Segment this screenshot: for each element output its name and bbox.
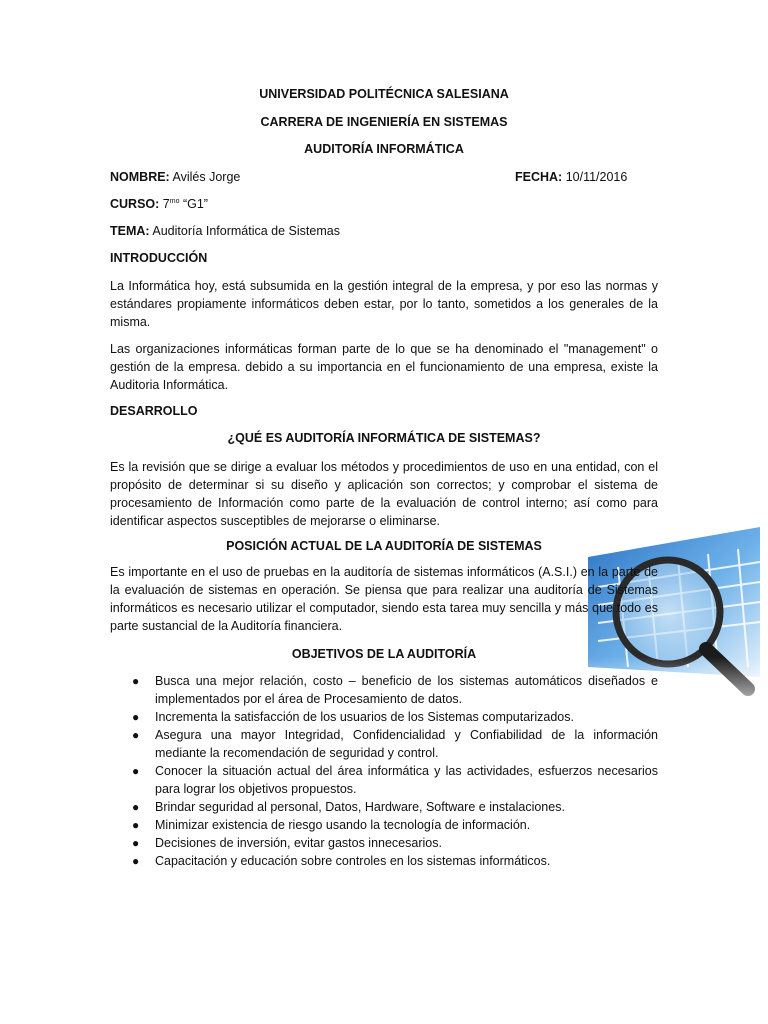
- bullet-icon: ●: [132, 764, 140, 778]
- fecha-value: 10/11/2016: [565, 170, 628, 184]
- list-item-text: Asegura una mayor Integridad, Confidencialidad y Confiabilidad de la información mediante la recomendación de seguridad y control.: [155, 728, 658, 760]
- nombre-line: [110, 170, 240, 184]
- bullet-icon: ●: [132, 800, 140, 814]
- bullet-icon: ●: [132, 728, 140, 742]
- list-item-text: Minimizar existencia de riesgo usando la tecnología de información.: [155, 818, 531, 832]
- list-item: [110, 762, 658, 798]
- list-item-text: Conocer la situación actual del área informática y las actividades, esfuerzos necesarios para lograr los objetivos propuestos.: [155, 764, 658, 796]
- subject-title: AUDITORÍA INFORMÁTICA: [304, 142, 464, 156]
- intro-paragraph-2: Las organizaciones informáticas forman parte de lo que se ha denominado el "management" o gestión de la empresa. debido a su importancia en el funcionamiento de una empresa, existe la Auditoria Informática.: [110, 342, 658, 392]
- objetivos-heading: OBJETIVOS DE LA AUDITORÍA: [291, 647, 477, 661]
- bullet-icon: ●: [132, 710, 140, 724]
- bullet-icon: ●: [132, 836, 140, 850]
- que-es-paragraph: Es la revisión que se dirige a evaluar los métodos y procedimientos de uso en una entidad, con el propósito de determinar si su diseño y aplicación son correctos; y comprobar el sistema de procesamiento de Información como parte de la evaluación de control interno; así como para identificar aspectos susceptibles de mejorarse o eliminarse.: [110, 460, 658, 528]
- que-es-heading: ¿QUÉ ES AUDITORÍA INFORMÁTICA DE SISTEMAS?: [227, 431, 541, 445]
- curso-group: “G1”: [182, 197, 208, 211]
- curso-superscript: mo: [169, 197, 180, 205]
- bullet-icon: ●: [132, 674, 140, 688]
- bullet-icon: ●: [132, 854, 140, 868]
- list-item-text: Decisiones de inversión, evitar gastos innecesarios.: [155, 836, 442, 850]
- intro-heading: INTRODUCCIÓN: [110, 251, 208, 265]
- list-item: [110, 798, 658, 816]
- list-item-text: Busca una mejor relación, costo – beneficio de los sistemas automáticos diseñados e implementados por el área de Procesamiento de datos.: [155, 674, 658, 706]
- career-title: CARRERA DE INGENIERÍA EN SISTEMAS: [260, 115, 508, 129]
- bullet-icon: ●: [132, 818, 140, 832]
- nombre-value: Avilés Jorge: [172, 170, 241, 184]
- list-item-text: Brindar seguridad al personal, Datos, Hardware, Software e instalaciones.: [155, 800, 565, 814]
- curso-number: 7: [162, 197, 170, 211]
- intro-paragraph-1: La Informática hoy, está subsumida en la gestión integral de la empresa, y por eso las normas y estándares propiamente informáticos deben estar, por lo tanto, sometidos a los generales de la misma.: [110, 279, 658, 329]
- list-item-text: Capacitación y educación sobre controles en los sistemas informáticos.: [155, 854, 551, 868]
- list-item: [110, 726, 658, 762]
- desarrollo-heading: DESARROLLO: [110, 404, 198, 418]
- list-item: [110, 852, 658, 870]
- fecha-label: FECHA:: [515, 170, 563, 184]
- tema-value: Auditoría Informática de Sistemas: [152, 224, 340, 238]
- tema-line: [110, 224, 340, 238]
- posicion-heading: POSICIÓN ACTUAL DE LA AUDITORÍA DE SISTEMAS: [226, 539, 542, 553]
- curso-label: CURSO:: [110, 197, 160, 211]
- objetivos-list: [110, 672, 658, 870]
- posicion-paragraph: Es importante en el uso de pruebas en la auditoría de sistemas informáticos (A.S.I.) en la parte de la evaluación de sistemas en operación. Se piensa que para realizar una auditoría de Sistemas informáticos es necesario utilizar el computador, siendo esta tarea muy sencilla y más que todo es parte sustancial de la Auditoría financiera.: [110, 565, 658, 633]
- list-item-text: Incrementa la satisfacción de los usuarios de los Sistemas computarizados.: [155, 710, 574, 724]
- tema-label: TEMA:: [110, 224, 150, 238]
- curso-line: [110, 197, 208, 211]
- list-item: [110, 816, 658, 834]
- fecha-line: [515, 170, 627, 184]
- list-item: [110, 672, 658, 708]
- university-title: UNIVERSIDAD POLITÉCNICA SALESIANA: [259, 87, 509, 101]
- curso-value: [163, 197, 208, 211]
- list-item: [110, 708, 658, 726]
- list-item: [110, 834, 658, 852]
- nombre-label: NOMBRE:: [110, 170, 170, 184]
